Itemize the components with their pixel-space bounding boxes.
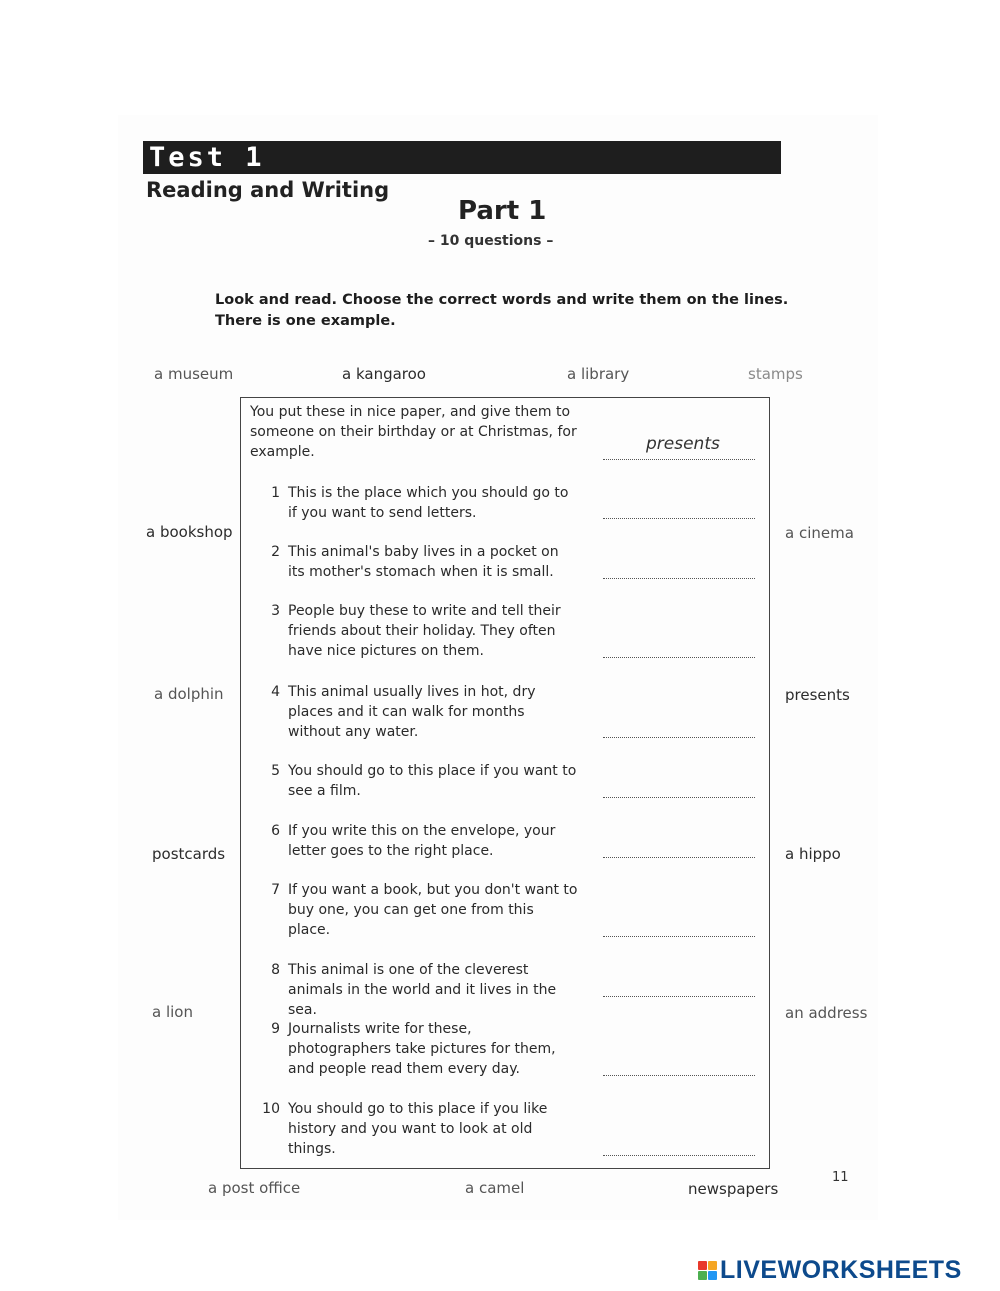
question-number: 7: [271, 882, 280, 898]
question-number: 5: [271, 763, 280, 779]
question-number: 1: [271, 485, 280, 501]
answer-field-8[interactable]: [603, 996, 755, 997]
question-2: [258, 542, 578, 582]
word-option[interactable]: a lion: [152, 1003, 193, 1021]
question-text: This is the place which you should go to if you want to send letters.: [288, 485, 569, 521]
word-option[interactable]: an address: [785, 1004, 868, 1022]
brand-name: LIVEWORKSHEETS: [720, 1255, 962, 1284]
question-number: 3: [271, 603, 280, 619]
test-label: Test 1: [149, 142, 265, 173]
question-text: This animal is one of the cleverest animals in the world and it lives in the sea.: [288, 962, 557, 1018]
question-text: People buy these to write and tell their friends about their holiday. They often have nice pictures on them.: [288, 603, 561, 659]
question-text: This animal usually lives in hot, dry places and it can walk for months without any water.: [288, 684, 536, 740]
question-number: 6: [271, 823, 280, 839]
word-option[interactable]: a camel: [465, 1179, 525, 1197]
word-option[interactable]: stamps: [748, 365, 803, 383]
logo-block: [698, 1261, 707, 1270]
word-option[interactable]: presents: [785, 686, 850, 704]
word-option[interactable]: a post office: [208, 1179, 301, 1197]
example-answer-line: [603, 459, 755, 460]
answer-field-3[interactable]: [603, 657, 755, 658]
part-title: Part 1: [458, 196, 547, 226]
test-header-bar: [143, 141, 781, 174]
question-5: [258, 761, 578, 801]
word-option[interactable]: a museum: [154, 365, 234, 383]
word-option[interactable]: a cinema: [785, 524, 854, 542]
question-3: [258, 601, 578, 661]
question-number: 8: [271, 962, 280, 978]
question-text: You should go to this place if you want to see a film.: [288, 763, 577, 799]
example-question: You put these in nice paper, and give them to someone on their birthday or at Christmas, for example.: [250, 404, 577, 460]
logo-blocks-icon: [698, 1261, 717, 1280]
example-answer: presents: [646, 434, 720, 454]
answer-field-2[interactable]: [603, 578, 755, 579]
logo-block: [708, 1271, 717, 1280]
question-4: [258, 682, 578, 742]
word-option[interactable]: a library: [567, 365, 630, 383]
answer-field-9[interactable]: [603, 1075, 755, 1076]
page-number: 11: [832, 1170, 849, 1185]
question-number: 9: [271, 1021, 280, 1037]
instructions: [215, 290, 815, 332]
logo-block: [708, 1261, 717, 1270]
liveworksheets-logo: [698, 1256, 962, 1284]
question-number: 4: [271, 684, 280, 700]
section-title: Reading and Writing: [146, 178, 390, 202]
question-8: [258, 960, 578, 1020]
answer-field-5[interactable]: [603, 797, 755, 798]
word-option[interactable]: postcards: [152, 845, 226, 863]
question-text: If you want a book, but you don't want to buy one, you can get one from this place.: [288, 882, 578, 938]
word-option[interactable]: a kangaroo: [342, 365, 426, 383]
question-text: You should go to this place if you like history and you want to look at old things.: [288, 1101, 548, 1157]
instructions-line-2: There is one example.: [215, 313, 396, 329]
question-number: 10: [262, 1101, 280, 1117]
question-1: [258, 483, 578, 523]
question-text: This animal's baby lives in a pocket on its mother's stomach when it is small.: [288, 544, 559, 580]
question-number: 2: [271, 544, 280, 560]
answer-field-4[interactable]: [603, 737, 755, 738]
part-subtitle: – 10 questions –: [428, 233, 554, 249]
question-text: Journalists write for these, photographers take pictures for them, and people read them every day.: [288, 1021, 556, 1077]
answer-field-10[interactable]: [603, 1155, 755, 1156]
instructions-line-1: Look and read. Choose the correct words and write them on the lines.: [215, 292, 789, 308]
question-9: [258, 1019, 578, 1079]
word-option[interactable]: a dolphin: [154, 685, 224, 703]
answer-field-6[interactable]: [603, 857, 755, 858]
logo-block: [698, 1271, 707, 1280]
word-option[interactable]: a bookshop: [146, 523, 233, 541]
question-6: [258, 821, 578, 861]
question-10: [258, 1099, 578, 1159]
question-7: [258, 880, 578, 940]
question-text: If you write this on the envelope, your letter goes to the right place.: [288, 823, 556, 859]
answer-field-1[interactable]: [603, 518, 755, 519]
word-option[interactable]: a hippo: [785, 845, 841, 863]
word-option[interactable]: newspapers: [688, 1180, 779, 1198]
answer-field-7[interactable]: [603, 936, 755, 937]
